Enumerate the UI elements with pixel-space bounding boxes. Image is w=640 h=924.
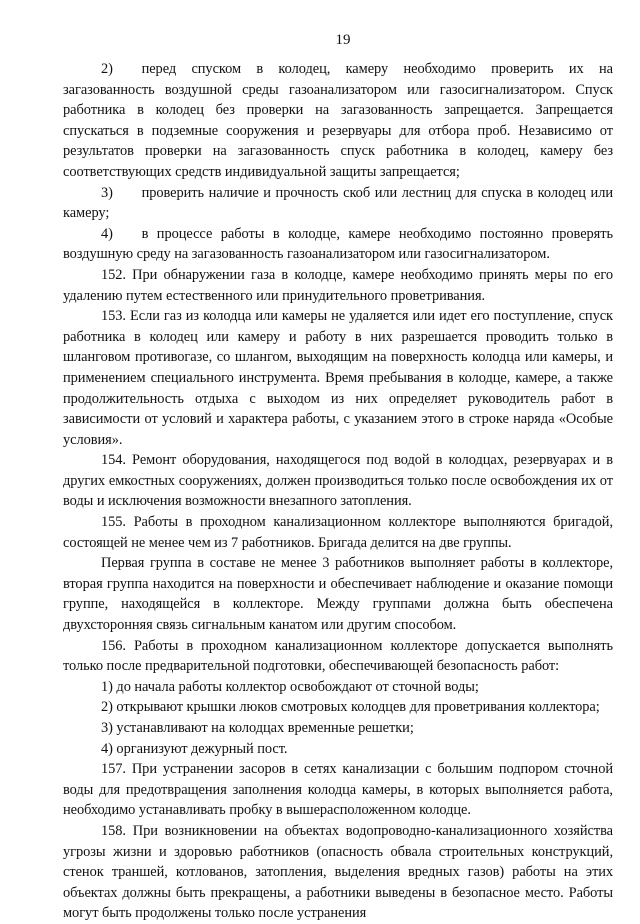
paragraph-155: 155. Работы в проходном канализационном коллекторе выполняются бригадой, состоящей не менее чем из 7 работников. Бригада делится на две группы. xyxy=(63,514,613,551)
paragraph-152: 152. При обнаружении газа в колодце, камере необходимо принять меры по его удалению путем естественного или принудительного проветривания. xyxy=(63,266,613,304)
paragraph-155-groups: Первая группа в составе не менее 3 работников выполняет работы в коллекторе, вторая группа находится на поверхности и обеспечивает наблюдение и оказание помощи группе, находящейся в коллекторе. Между группами должна быть обеспечена двухсторонняя связь сигнальным канатом или другим способом. xyxy=(63,555,613,634)
paragraph-item-2: 2) перед спуском в колодец, камеру необходимо проверить их на загазованность воздушной среды газоанализатором или газосигнализатором. Спуск работника в колодец без проверки на загазованность запрещается. Запрещается спускаться в подземные сооружения и резервуары для отбора проб. Независимо от результатов проверки на загазованность спуск работника в колодец, камеру без соответствующих средств индивидуальной защиты запрещается; xyxy=(63,61,613,180)
paragraph-item-4: 4) в процессе работы в колодце, камере необходимо постоянно проверять воздушную среду на загазованность газоанализатором или газосигнализатором. xyxy=(63,225,613,263)
paragraph-154: 154. Ремонт оборудования, находящегося под водой в колодцах, резервуарах и в других емкостных сооружениях, должен производиться только после освобождения их от воды и исключения возможности внезапного затопления. xyxy=(63,452,613,510)
paragraph-158: 158. При возникновении на объектах водопроводно-канализационного хозяйства угрозы жизни и здоровью работников (опасность обвала строительных конструкций, стенок траншей, котлованов, затопления, выделения вредных газов) работы на этих объектах должны быть прекращены, а работники выведены в безопасное место. Работы могут быть продолжены только после устранения xyxy=(63,822,613,922)
paragraph-156: 156. Работы в проходном канализационном коллекторе допускается выполнять только после предварительной подготовки, обеспечивающей безопасность работ: xyxy=(63,637,613,675)
document-page xyxy=(63,30,613,924)
paragraph-156-item-2: 2) открывают крышки люков смотровых колодцев для проветривания коллектора; xyxy=(101,699,600,716)
paragraph-157: 157. При устранении засоров в сетях канализации с большим подпором сточной воды для предотвращения заполнения колодца камеры, в которых выполняется работа, необходимо устанавливать пробку в вышерасположенном колодце. xyxy=(63,761,613,819)
paragraph-153: 153. Если газ из колодца или камеры не удаляется или идет его поступление, спуск работника в колодец или камеру и работу в них разрешается проводить только в шланговом противогазе, со шлангом, выходящим на поверхность колодца или камеры, и применением специального инструмента. Время пребывания в колодце, камере, а также продолжительность отдыха с выходом из них определяет руководитель работ в зависимости от условий и характера работы, с указанием этого в строке наряда «Особые условия». xyxy=(63,308,613,448)
paragraph-156-item-4: 4) организуют дежурный пост. xyxy=(101,740,288,757)
paragraph-156-item-1: 1) до начала работы коллектор освобождают от сточной воды; xyxy=(101,678,479,695)
page-number: 19 xyxy=(335,32,351,48)
paragraph-156-item-3: 3) устанавливают на колодцах временные решетки; xyxy=(101,720,414,736)
paragraph-item-3: 3) проверить наличие и прочность скоб или лестниц для спуска в колодец или камеру; xyxy=(63,184,613,222)
